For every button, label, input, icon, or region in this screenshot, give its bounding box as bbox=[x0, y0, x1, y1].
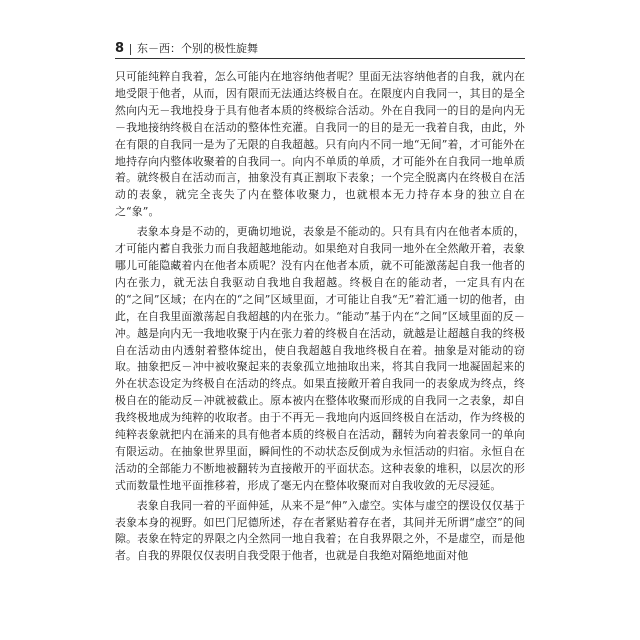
page-number: 8 bbox=[115, 41, 125, 56]
header-divider bbox=[130, 44, 131, 55]
paragraph-2: 表象本身是不动的，更确切地说，表象是不能动的。只有具有内在他者本质的，才可能内蓄自我张力而自我超越地能动。如果绝对自我同一地外在全然敞开着，表象哪儿可能隐藏着内在他者本质呢？没有内在他者本质，就不可能激荡起自我一他者的内在张力，就无法自我驱动自我地自我超越。终极自在的能动者，一定具有内在的“之间”区域；在内在的“之间”区域里面，才可能让自我“无”着汇通一切的他者，由此，在自我里面激荡起自我超越的内在张力。“能动”基于内在“之间”区域里面的反－冲。越是向内无一我地收聚于内在张力着的终极自在活动，就越是让超越自我的终极自在活动由内透射着整体绽出，使自我超越自我地终极自在着。抽象是对能动的窃取。抽象把反－冲中被收聚起来的表象孤立地抽取出来，将其自我同一地凝固起来的外在状态设定为终极自在活动的终点。如果直接敞开着自我同一的表象成为终点，终极自在的能动反－冲就被截止。原本被内在整体收聚而形成的自我同一之表象，却自我终极地成为纯粹的收取者。由于不再无－我地向内返回终极自在活动，作为终极的纯粹表象就把内在涌来的具有他者本质的终极自在活动，翻转为向着表象同一的单向有限运动。在抽象世界里面，瞬间性的不动状态反倒成为永恒活动的归宿。永恒自在活动的全部能力不断地被翻转为直接敞开的平面状态。这种表象的堆积，以层次的形式而数量性地平面推移着，形成了毫无内在整体收聚而对自我收敛的无尽浸延。 bbox=[115, 225, 525, 492]
running-head bbox=[115, 40, 525, 59]
body-text bbox=[115, 69, 525, 565]
paragraph-3: 表象自我同一着的平面伸延，从来不是“伸”入虚空。实体与虚空的摆设仅仅基于表象本身的视野。如巴门尼德所述，存在者紧贴着存在者，其间并无所谓“虚空”的间隙。表象在特定的界限之内全然同一地自我着；在自我界限之外，不是虚空，而是他者。自我的界限仅仅表明自我受限于他者，也就是自我绝对隔绝地面对他 bbox=[115, 498, 525, 563]
paragraph-1: 只可能纯粹自我着，怎么可能内在地容纳他者呢？里面无法容纳他者的自我，就内在地受限于他者，从而，因有限而无法通达终极自在。在限度内自我同一，其目的是全然向内无－我地投身于具有他者本质的终极综合活动。外在自我同一的目的是向内无－我地接纳终极自在活动的整体性充灌。自我同一的目的是无一我着自我，由此，外在有限的自我同一是为了无限的自我超越。只有向内不同一地“无间”着，才可能外在地持存向内整体收聚着的自我同一。向内不单质的单质，才可能外在自我同一地单质着。就终极自在活动而言，抽象没有真正割取下表象；一个完全脱离内在终极自在活动的表象，就完全丧失了内在整体收聚力，也就根本无力持存本身的独立自在之“象”。 bbox=[115, 70, 525, 219]
running-title: 东－西：个别的极性旋舞 bbox=[137, 42, 259, 55]
book-page bbox=[115, 40, 525, 640]
